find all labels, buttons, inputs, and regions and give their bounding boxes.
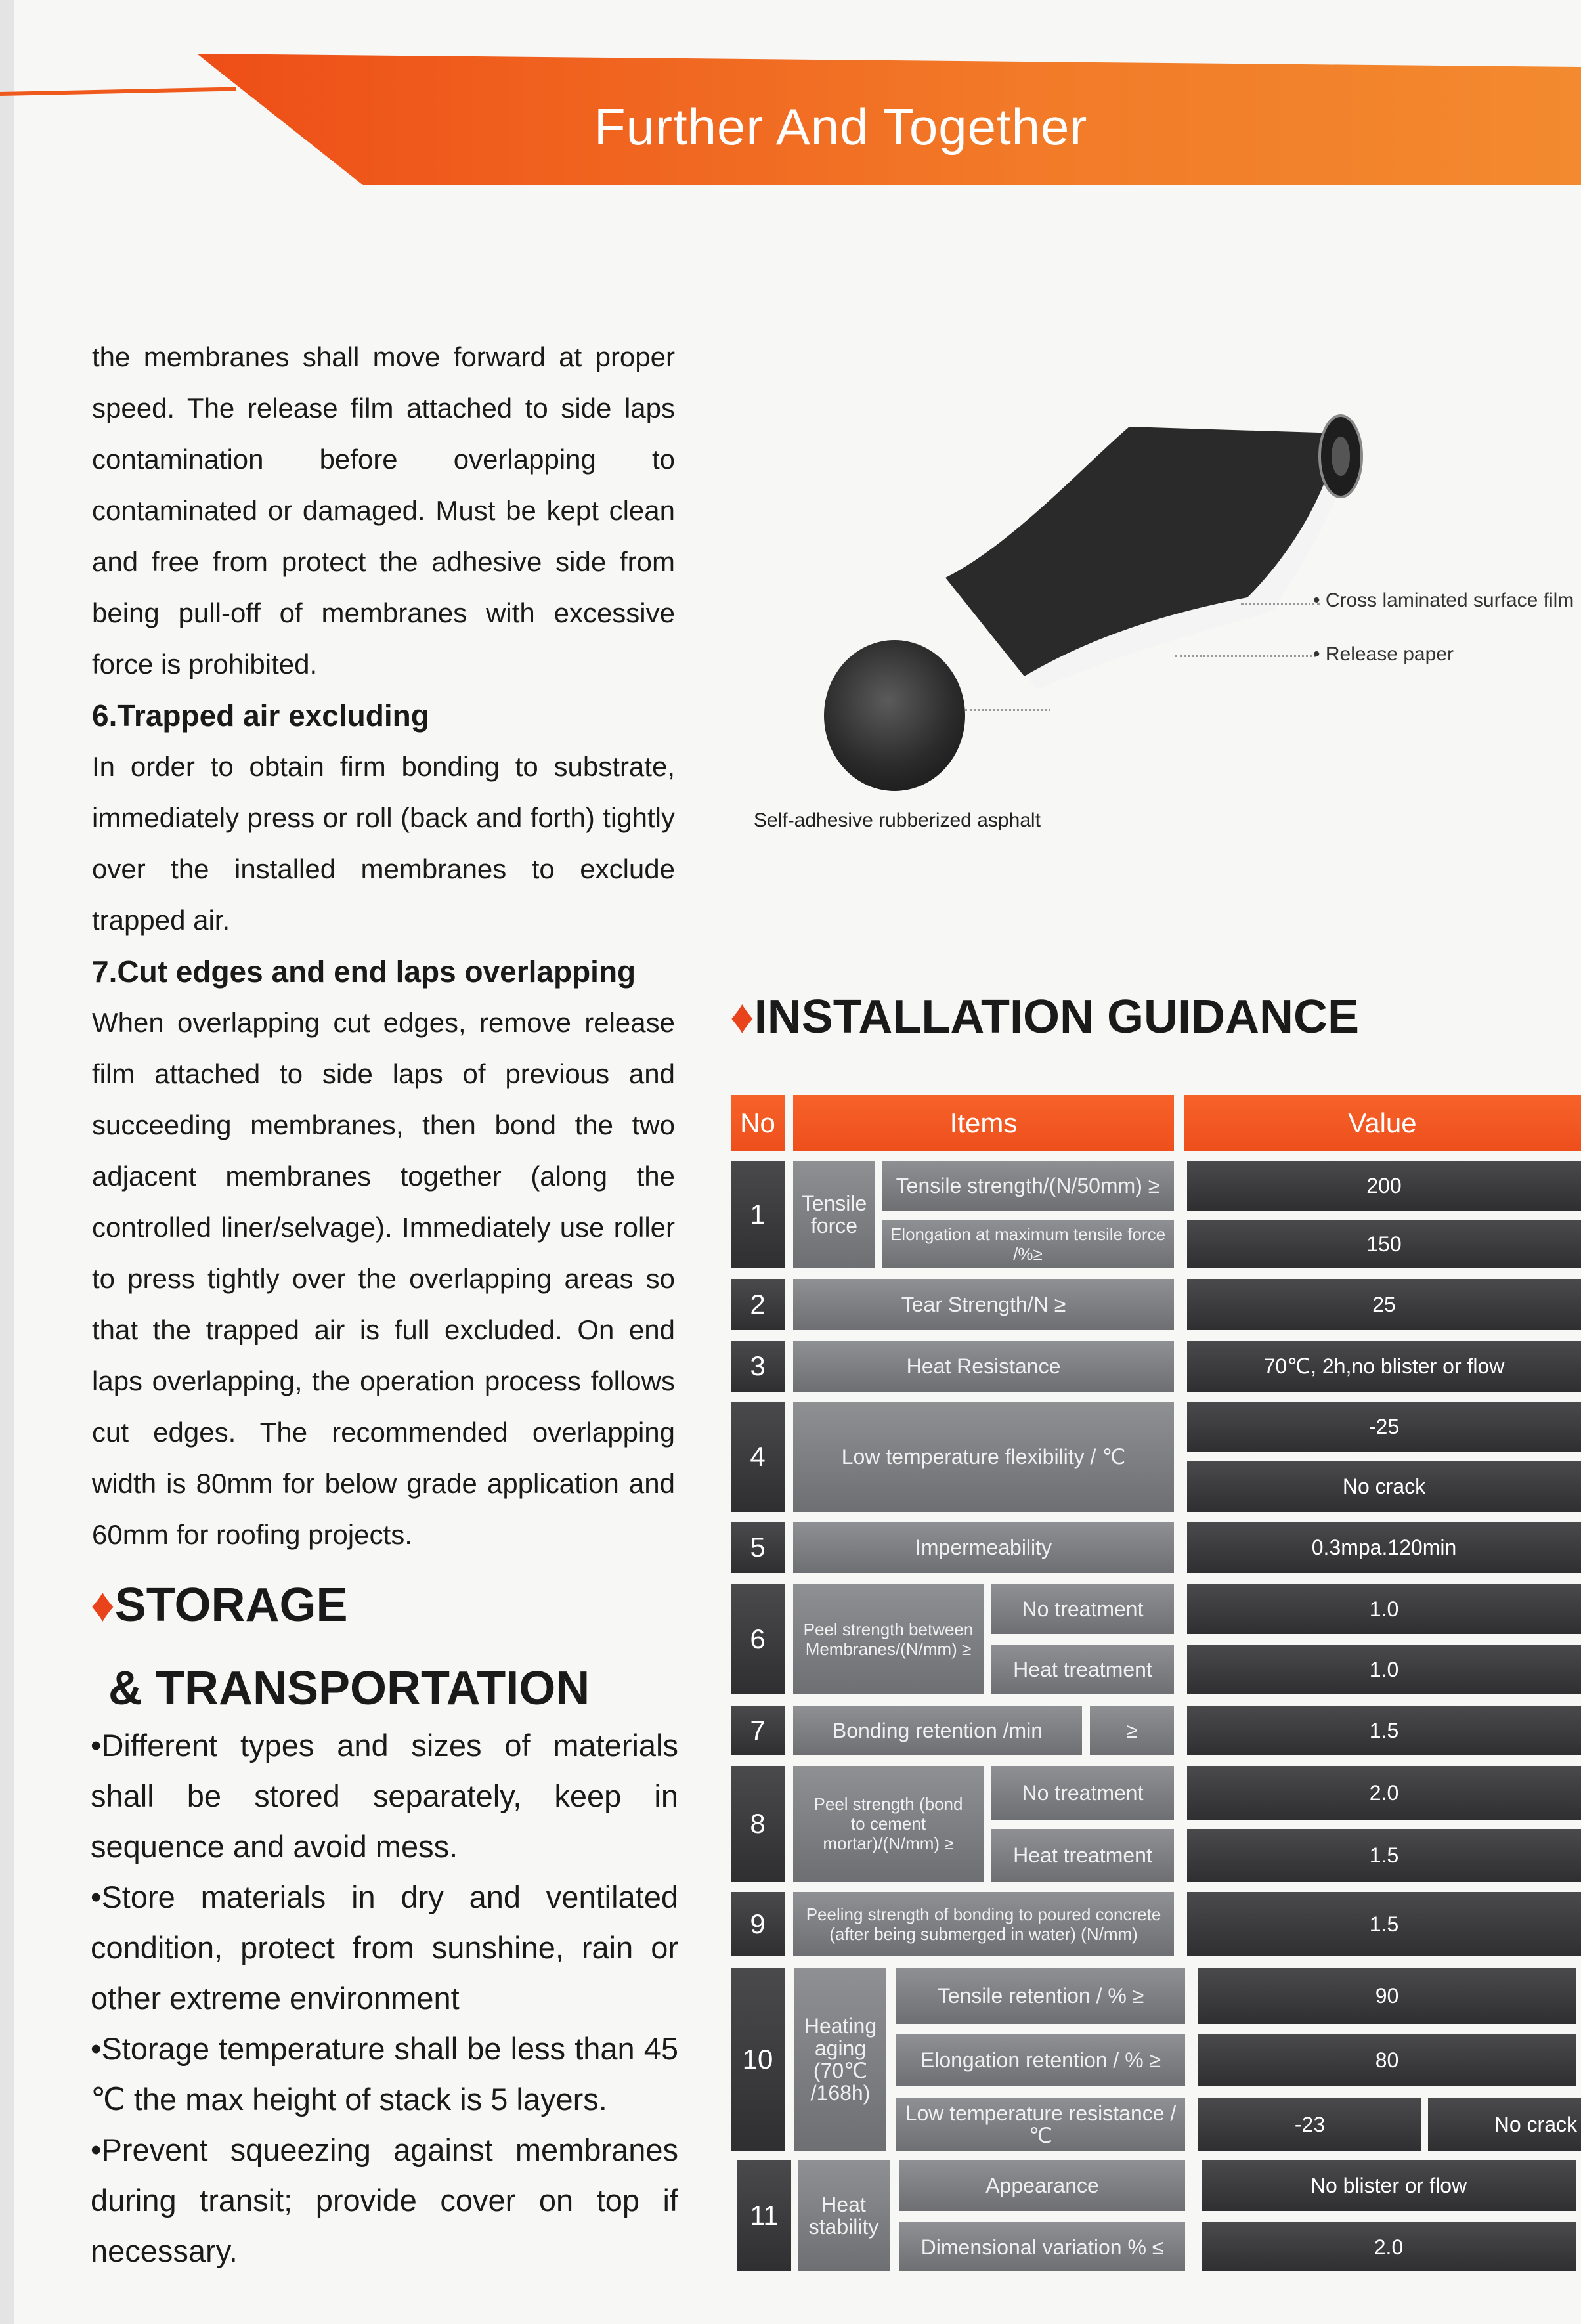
page-edge bbox=[0, 0, 14, 2324]
bullet-item: •Different types and sizes of materials shall be stored separately, keep in sequence and avoid mess. bbox=[91, 1728, 678, 1864]
row-number: 8 bbox=[731, 1766, 785, 1882]
row-value: No crack bbox=[1187, 1461, 1581, 1512]
row-group-label: Peel strength (bond to cement mortar)/(N/mm) ≥ bbox=[793, 1766, 984, 1882]
bullet-item: •Store materials in dry and ventilated condition, protect from sunshine, rain or other extreme environment bbox=[91, 1880, 678, 2015]
row-item: Peeling strength of bonding to poured concrete (after being submerged in water) (N/mm) bbox=[793, 1892, 1174, 1956]
intro-paragraph: the membranes shall move forward at proper speed. The release film attached to side laps contamination before overlapping to contaminated or damaged. Must be kept clean and free from protect the adhesive side from being pull-off of membranes with excessive force is prohibited. bbox=[92, 341, 675, 679]
row-item: No treatment bbox=[991, 1766, 1174, 1820]
header-line bbox=[0, 87, 236, 96]
row-value: -23 bbox=[1198, 2098, 1421, 2151]
storage-heading-2: & TRANSPORTATION bbox=[108, 1662, 590, 1715]
row-value: 0.3mpa.120min bbox=[1187, 1522, 1581, 1573]
row-item: No treatment bbox=[991, 1584, 1174, 1634]
header-no: No bbox=[731, 1095, 785, 1151]
callout-line bbox=[1241, 603, 1320, 605]
left-column bbox=[92, 332, 675, 1560]
row-item: Tensile retention / % ≥ bbox=[896, 1968, 1185, 2024]
row-group-label: Heat stability bbox=[798, 2160, 890, 2271]
section-6-title: 6.Trapped air excluding bbox=[92, 699, 429, 733]
row-number: 6 bbox=[731, 1584, 785, 1694]
row-item: Elongation retention / % ≥ bbox=[896, 2034, 1185, 2086]
row-value: 1.0 bbox=[1187, 1584, 1581, 1634]
row-number: 10 bbox=[731, 1968, 785, 2151]
row-value: No blister or flow bbox=[1202, 2160, 1576, 2211]
label-asphalt: Self-adhesive rubberized asphalt bbox=[754, 809, 1041, 831]
row-item: Appearance bbox=[899, 2160, 1185, 2211]
storage-bullets bbox=[91, 1720, 678, 2276]
installation-heading: ♦INSTALLATION GUIDANCE bbox=[730, 991, 1360, 1043]
row-number: 5 bbox=[731, 1522, 785, 1573]
row-value: 90 bbox=[1198, 1968, 1576, 2024]
callout-line bbox=[1175, 655, 1316, 657]
row-value: 2.0 bbox=[1202, 2222, 1576, 2271]
row-item: Heat treatment bbox=[991, 1645, 1174, 1694]
row-value: 2.0 bbox=[1187, 1766, 1581, 1820]
row-value: 1.5 bbox=[1187, 1829, 1581, 1882]
row-item: Elongation at maximum tensile force /%≥ bbox=[882, 1220, 1174, 1268]
row-item: Bonding retention /min bbox=[793, 1706, 1082, 1755]
label-release-paper: • Release paper bbox=[1313, 643, 1454, 665]
label-cross-laminated-film: • Cross laminated surface film bbox=[1313, 590, 1574, 611]
section-6-body: In order to obtain firm bonding to substrate, immediately press or roll (back and forth) tightly over the installed membranes to exclude trapped air. bbox=[92, 751, 675, 936]
row-value: 1.5 bbox=[1187, 1706, 1581, 1755]
row-item: Low temperature resistance / ℃ bbox=[896, 2098, 1185, 2151]
row-value: -25 bbox=[1187, 1402, 1581, 1452]
asphalt-closeup-image bbox=[824, 640, 965, 791]
diamond-icon: ♦ bbox=[730, 991, 754, 1043]
row-number: 3 bbox=[731, 1341, 785, 1392]
row-value: 150 bbox=[1187, 1220, 1581, 1268]
row-number: 1 bbox=[731, 1161, 785, 1268]
row-number: 2 bbox=[731, 1279, 785, 1330]
row-number: 4 bbox=[731, 1402, 785, 1512]
diamond-icon: ♦ bbox=[91, 1579, 115, 1631]
row-value: 1.0 bbox=[1187, 1645, 1581, 1694]
row-item-symbol: ≥ bbox=[1090, 1706, 1174, 1755]
row-item: Tensile strength/(N/50mm) ≥ bbox=[882, 1161, 1174, 1211]
row-item: Tear Strength/N ≥ bbox=[793, 1279, 1174, 1330]
row-value: 70℃, 2h,no blister or flow bbox=[1187, 1341, 1581, 1392]
row-value: 80 bbox=[1198, 2034, 1576, 2086]
row-group-label: Tensile force bbox=[793, 1161, 875, 1268]
row-number: 7 bbox=[731, 1706, 785, 1755]
row-item: Heat Resistance bbox=[793, 1341, 1174, 1392]
header-items: Items bbox=[793, 1095, 1174, 1151]
callout-line bbox=[965, 709, 1050, 711]
section-7-title: 7.Cut edges and end laps overlapping bbox=[92, 955, 636, 989]
bullet-item: •Prevent squeezing against membranes during transit; provide cover on top if necessary. bbox=[91, 2132, 678, 2268]
row-value: 200 bbox=[1187, 1161, 1581, 1211]
section-7-body: When overlapping cut edges, remove release film attached to side laps of previous and succeeding membranes, then bond the two adjacent membranes together (along the controlled liner/selvage). Immediately use roller to press tightly over the overlapping areas so that the trapped air is full excluded. On end laps overlapping, the operation process follows cut edges. The recommended overlapping width is 80mm for below grade application and 60mm for roofing projects. bbox=[92, 1007, 675, 1550]
row-group-label: Peel strength between Membranes/(N/mm) ≥ bbox=[793, 1584, 984, 1694]
row-value: 25 bbox=[1187, 1279, 1581, 1330]
row-item: Dimensional variation % ≤ bbox=[899, 2222, 1185, 2271]
row-value: No crack bbox=[1428, 2098, 1581, 2151]
bullet-item: •Storage temperature shall be less than 45 ℃ the max height of stack is 5 layers. bbox=[91, 2031, 678, 2117]
row-item: Heat treatment bbox=[991, 1829, 1174, 1882]
row-item: Impermeability bbox=[793, 1522, 1174, 1573]
row-value: 1.5 bbox=[1187, 1892, 1581, 1956]
header-value: Value bbox=[1184, 1095, 1581, 1151]
row-number: 9 bbox=[731, 1892, 785, 1956]
row-group-label: Heating aging (70℃ /168h) bbox=[794, 1968, 886, 2151]
row-item: Low temperature flexibility / ℃ bbox=[793, 1402, 1174, 1512]
header-title: Further And Together bbox=[594, 98, 1088, 156]
row-number: 11 bbox=[737, 2160, 791, 2271]
storage-heading: ♦STORAGE bbox=[91, 1579, 348, 1631]
